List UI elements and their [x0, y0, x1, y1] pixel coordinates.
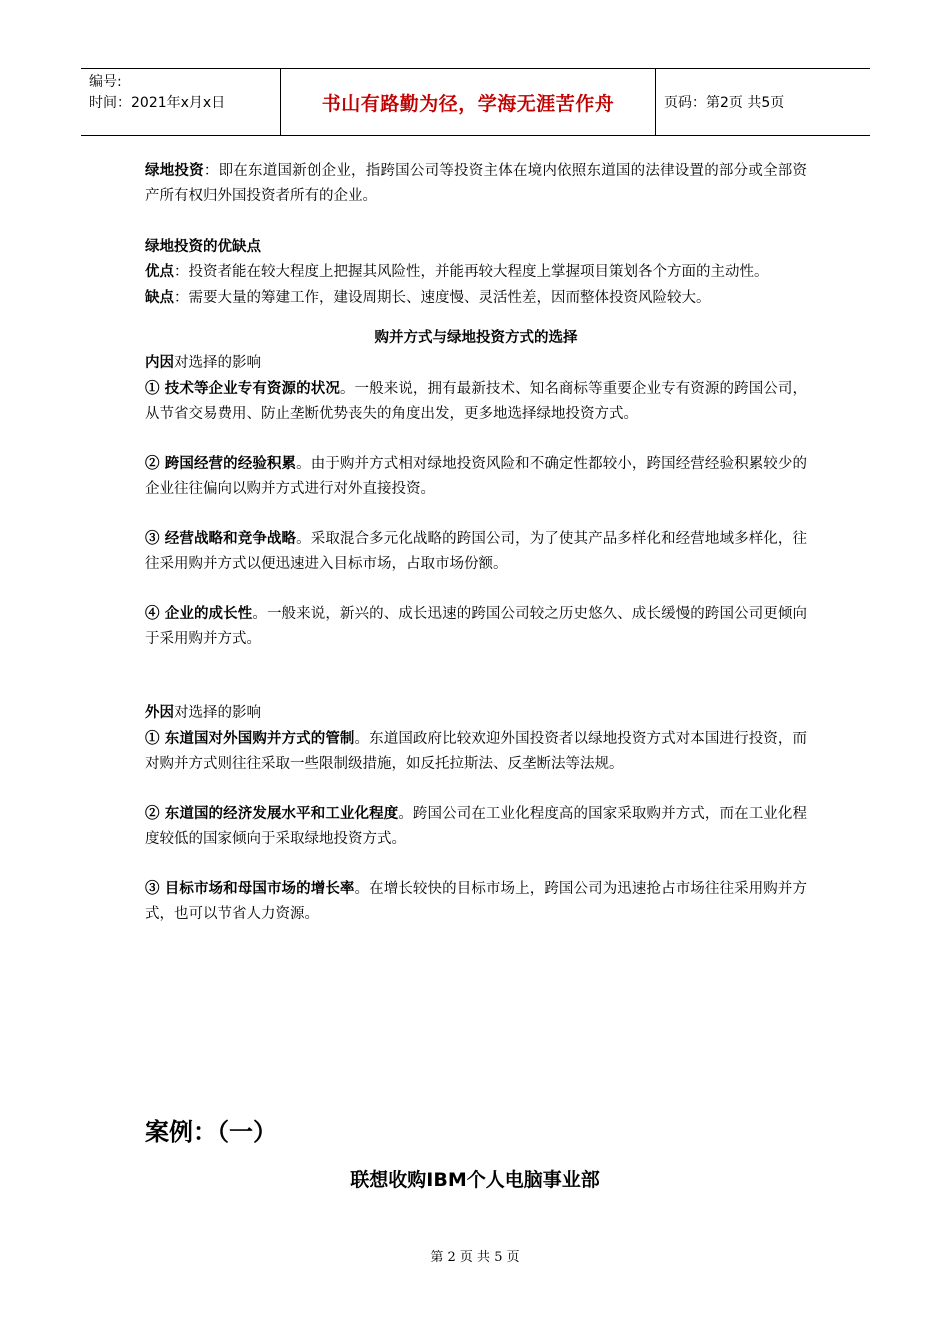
item-text: 。由于购并方式相对绿地投资风险和不确定性都较小，跨国经营经验积累较少的企业往往偏向以购并方式进行对外直接投资。 [145, 456, 807, 497]
header-meta [81, 69, 281, 135]
cons-paragraph [145, 285, 807, 311]
item-text: 。一般来说，拥有最新技术、知名商标等重要企业专有资源的跨国公司，从节省交易费用、防止垄断优势丧失的角度出发，更多地选择绿地投资方式。 [145, 381, 807, 422]
item-head: ② 跨国经营的经验积累 [145, 455, 297, 472]
term: 绿地投资 [145, 162, 204, 179]
text: 对选择的影响 [174, 705, 261, 721]
term: 缺点 [145, 289, 174, 306]
term: 优点 [145, 263, 174, 280]
text: ：需要大量的筹建工作，建设周期长、速度慢、灵活性差，因而整体投资风险较大。 [174, 290, 711, 306]
item-head: ③ 经营战略和竞争战略 [145, 530, 297, 547]
item-head: ③ 目标市场和母国市场的增长率 [145, 880, 355, 897]
item-text: 。采取混合多元化战略的跨国公司，为了使其产品多样化和经营地域多样化，往往采用购并方式以便迅速进入目标市场，占取市场份额。 [145, 531, 807, 572]
item-head: ② 东道国的经济发展水平和工业化程度 [145, 805, 399, 822]
list-item [145, 451, 807, 502]
text: 对选择的影响 [174, 355, 261, 371]
greenfield-definition [145, 158, 807, 209]
case-heading: 案例：（一） [145, 1118, 277, 1146]
term: 内因 [145, 354, 174, 371]
list-item [145, 601, 807, 652]
item-head: ① 技术等企业专有资源的状况 [145, 380, 340, 397]
list-item [145, 726, 807, 777]
doc-number-label: 编号: [89, 74, 122, 90]
item-head: ④ 企业的成长性 [145, 605, 253, 622]
item-text: 。跨国公司在工业化程度高的国家采取购并方式，而在工业化程度较低的国家倾向于采取绿地投资方式。 [145, 806, 807, 847]
text: ：投资者能在较大程度上把握其风险性，并能再较大程度上掌握项目策划各个方面的主动性。 [174, 264, 769, 280]
list-item [145, 876, 807, 927]
section-title: 购并方式与绿地投资方式的选择 [374, 329, 578, 346]
list-item [145, 801, 807, 852]
pros-cons-title: 绿地投资的优缺点 [145, 238, 261, 255]
text: ：即在东道国新创企业，指跨国公司等投资主体在境内依照东道国的法律设置的部分或全部资产所有权归外国投资者所有的企业。 [145, 163, 808, 204]
term: 外因 [145, 704, 174, 721]
page-header [81, 68, 870, 136]
item-text: 。东道国政府比较欢迎外国投资者以绿地投资方式对本国进行投资，而对购并方式则往往采取一些限制级措施，如反托拉斯法、反垄断法等法规。 [145, 731, 807, 772]
document-body [145, 158, 807, 927]
item-text: 。一般来说，新兴的、成长迅速的跨国公司较之历史悠久、成长缓慢的跨国公司更倾向于采用购并方式。 [145, 606, 807, 647]
item-head: ① 东道国对外国购并方式的管制 [145, 730, 355, 747]
page-footer: 第 2 页 共 5 页 [430, 1250, 520, 1265]
case-title: 联想收购IBM个人电脑事业部 [350, 1169, 600, 1191]
pros-paragraph [145, 259, 807, 285]
header-motto: 书山有路勤为径，学海无涯苦作舟 [281, 69, 656, 135]
header-page-info: 页码：第2页 共5页 [664, 95, 785, 111]
list-item [145, 526, 807, 577]
item-text: 。在增长较快的目标市场上，跨国公司为迅速抢占市场往往采用购并方式，也可以节省人力资源。 [145, 881, 807, 922]
internal-heading [145, 350, 807, 376]
doc-time-label: 时间：2021年x月x日 [89, 95, 226, 111]
external-heading [145, 700, 807, 726]
list-item [145, 376, 807, 427]
